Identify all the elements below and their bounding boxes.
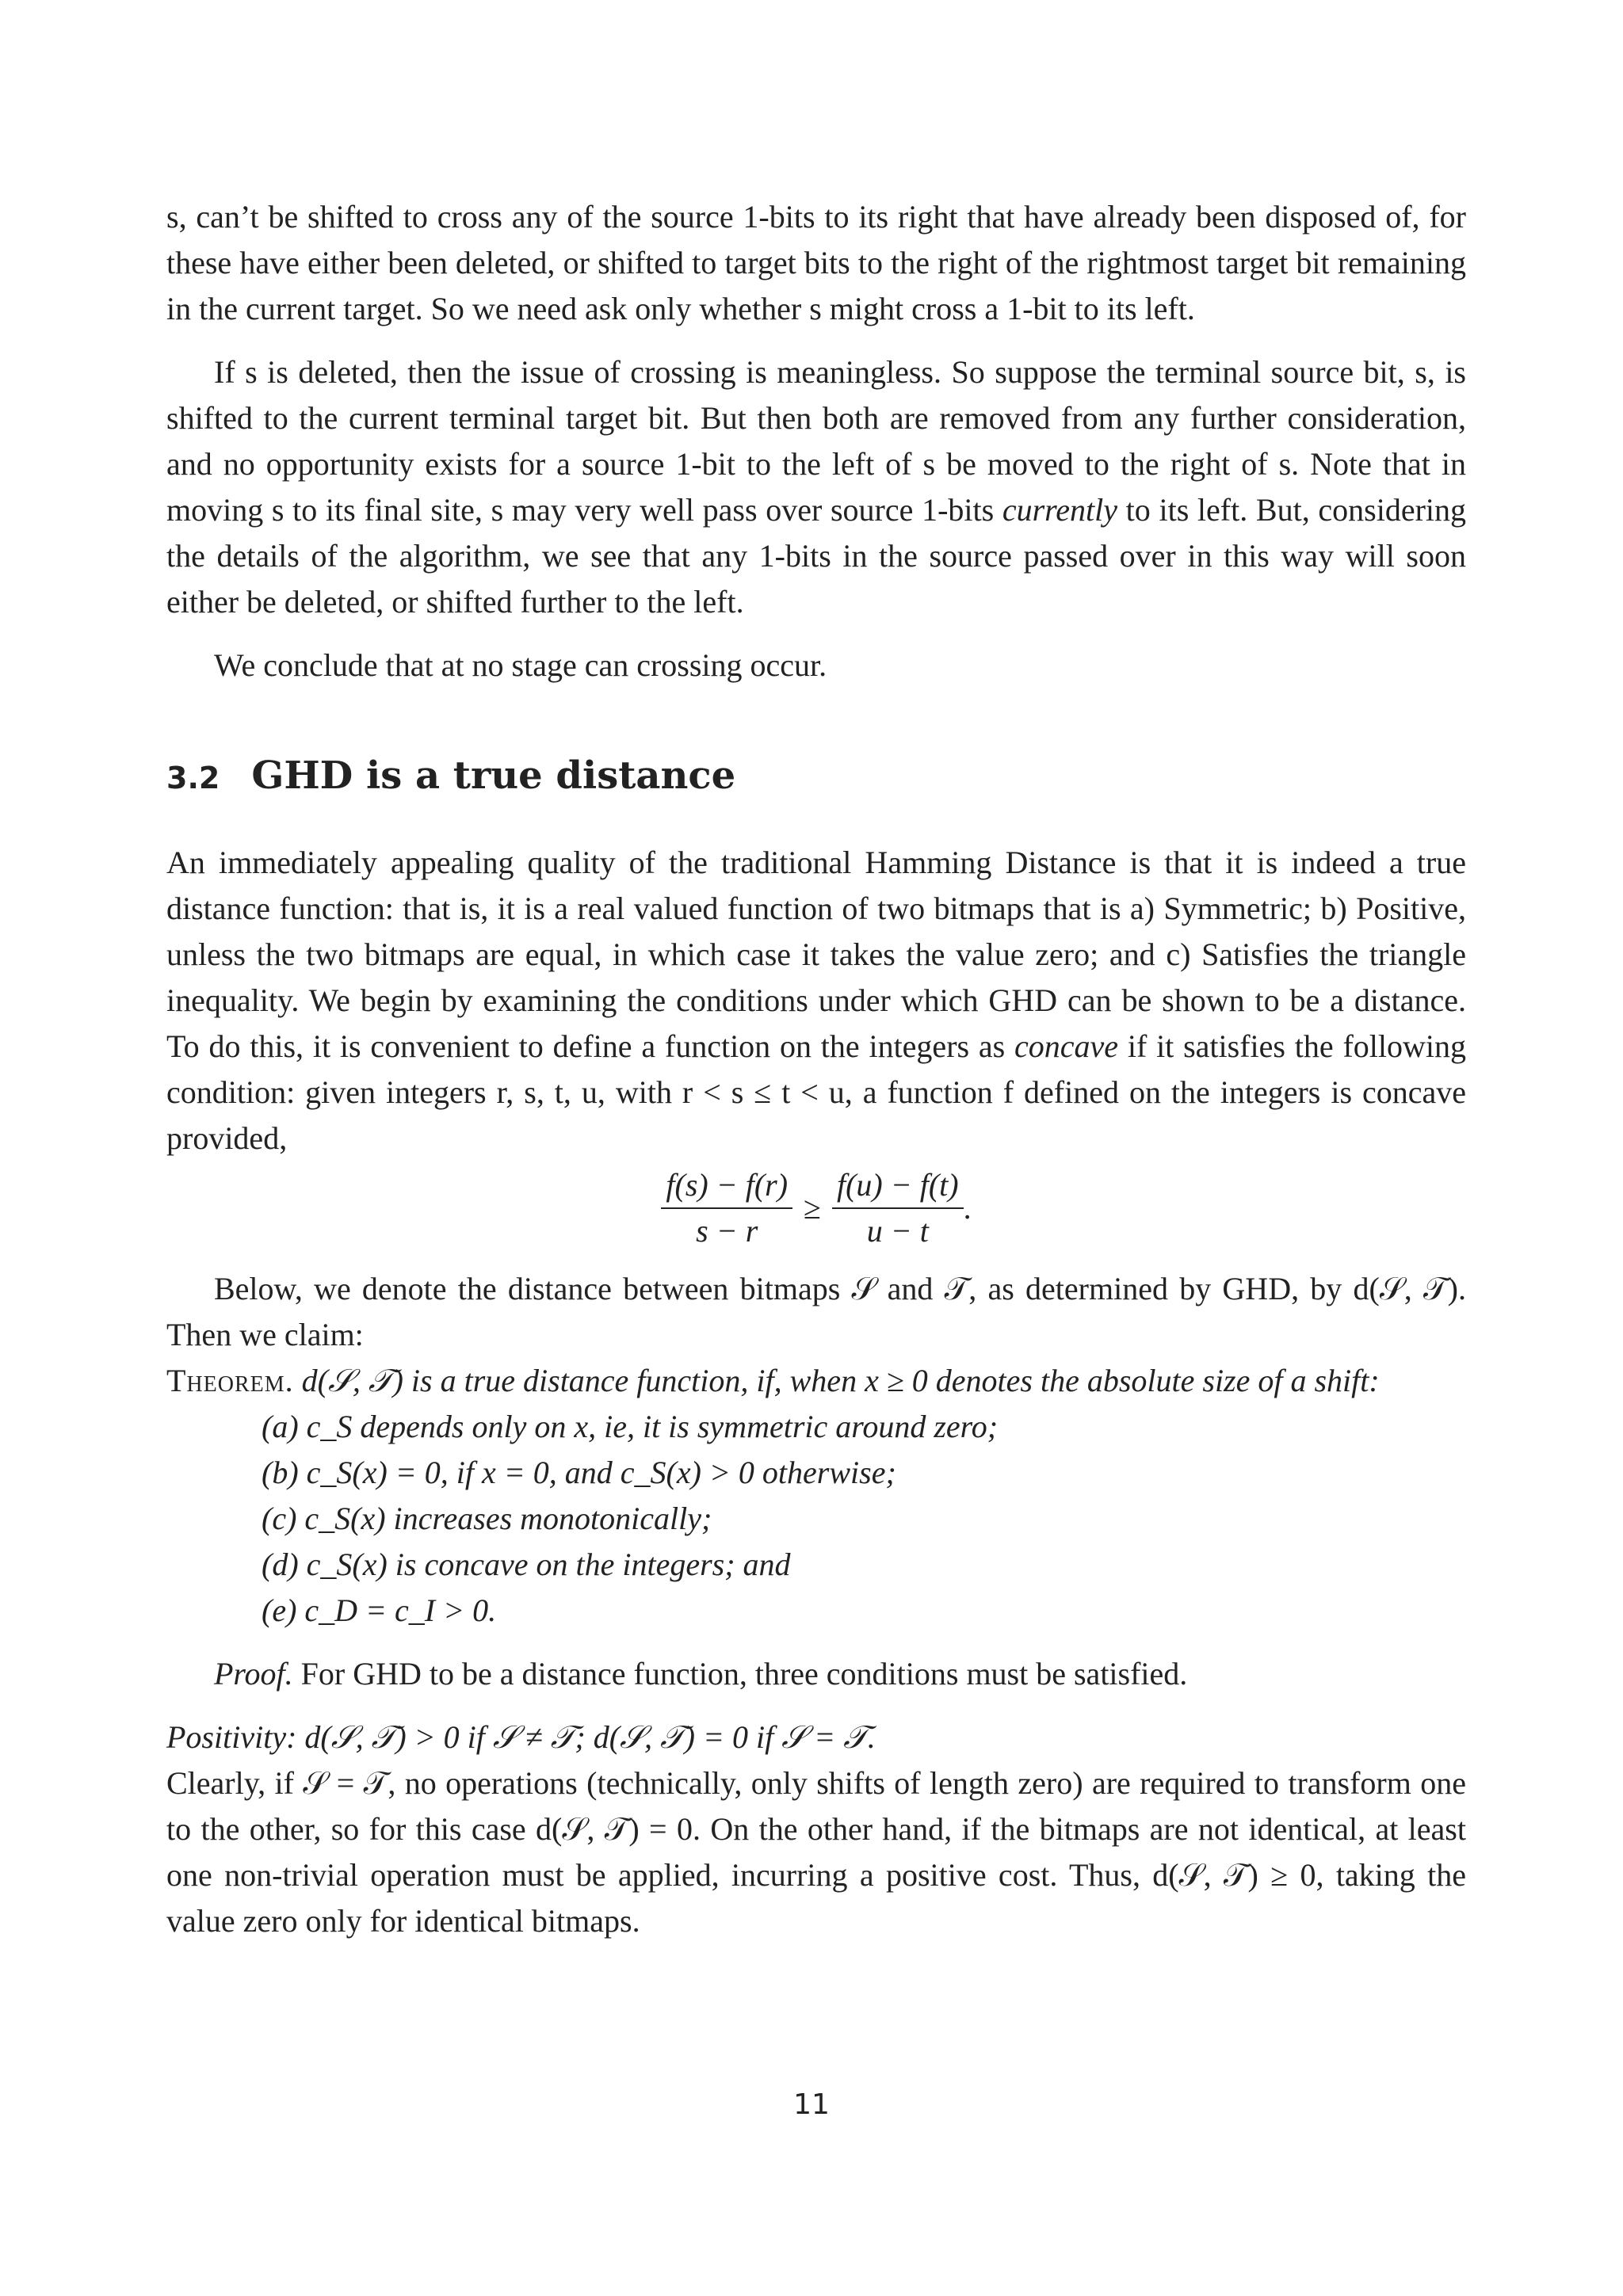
section-number: 3.2: [166, 761, 220, 795]
positivity-paragraph: Clearly, if 𝒮 = 𝒯, no operations (technically, only shifts of length zero) are required to transform one to the other, so for this case d(𝒮, 𝒯) = 0. On the other hand, if the bitmaps are not identical, at least one non-trivial operation must be applied, incurring a positive cost. Thus, d(𝒮, 𝒯) ≥ 0, taking the value zero only for identical bitmaps.: [166, 1765, 1466, 1939]
fraction-denominator: u − t: [866, 1213, 929, 1249]
theorem-statement: [166, 1358, 1466, 1404]
paragraph-text: An immediately appealing quality of the traditional Hamming Distance is that it is indeed a true distance function: that is, it is a real valued function of two bitmaps that is a) Symmetric; b) Positive, unless the two bitmaps are equal, in which case it takes the value zero; and c) Satisfies the triangle inequality. We begin by examining the conditions under which GHD can be shown to be a distance. To do this, it is convenient to define a function on the integers as: [166, 845, 1466, 1064]
theorem-condition-e: (e) c_D = c_I > 0.: [262, 1592, 497, 1628]
theorem-text: d(𝒮, 𝒯) is a true distance function, if, when x ≥ 0 denotes the absolute size of a shift:: [293, 1363, 1380, 1398]
positivity-heading: Positivity: d(𝒮, 𝒯) > 0 if 𝒮 ≠ 𝒯; d(𝒮, 𝒯) = 0 if 𝒮 = 𝒯.: [166, 1719, 876, 1755]
fraction-numerator: f(s) − f(r): [661, 1165, 792, 1209]
emphasis-text: concave: [1014, 1028, 1119, 1064]
proof-text: For GHD to be a distance function, three conditions must be satisfied.: [292, 1656, 1188, 1691]
page-number: 11: [793, 2088, 830, 2121]
equation-left-fraction: [661, 1165, 792, 1252]
paragraph-text: If s is deleted, then the issue of crossing is meaningless. So suppose the terminal source bit, s, is shifted to the current terminal target bit. But then both are removed from any further consideration, and no opportunity exists for a source 1-bit to the left of s be moved to the right of s. Note that in moving s to its final site, s may very well pass over source 1-bits: [166, 354, 1466, 528]
paragraph-distance-notation: Below, we denote the distance between bitmaps 𝒮 and 𝒯, as determined by GHD, by d(𝒮, 𝒯). Then we claim:: [166, 1271, 1466, 1352]
theorem-condition-b: (b) c_S(x) = 0, if x = 0, and c_S(x) > 0 otherwise;: [262, 1455, 896, 1490]
theorem-condition-d: (d) c_S(x) is concave on the integers; and: [262, 1547, 791, 1582]
paragraph-text: to its left. But, considering the details of the algorithm, we see that any 1-bits in the source passed over in this way will soon either be deleted, or shifted further to the left.: [166, 492, 1467, 620]
emphasis-text: currently: [1002, 492, 1117, 528]
theorem-condition-a: (a) c_S depends only on x, ie, it is symmetric around zero;: [262, 1409, 999, 1444]
paragraph-crossing-left: [166, 349, 1466, 625]
theorem-condition-c: (c) c_S(x) increases monotonically;: [262, 1501, 712, 1536]
equation-period: .: [963, 1190, 972, 1226]
paragraph-crossing-right: s, can’t be shifted to cross any of the source 1-bits to its right that have already been disposed of, for these have either been deleted, or shifted to target bits to the right of the rightmost target bit remaining in the current target. So we need ask only whether s might cross a 1-bit to its left.: [166, 199, 1466, 326]
proof-label: Proof.: [214, 1656, 293, 1691]
fraction-numerator: f(u) − f(t): [832, 1165, 964, 1209]
paragraph-concave-definition: [166, 840, 1466, 1161]
equation-right-fraction: [832, 1165, 964, 1252]
equation-relation: ≥: [804, 1190, 821, 1226]
paragraph-text: if it satisfies the following condition: given integers r, s, t, u, with r < s ≤ t < u, a function f defined on the integers is concave provided,: [166, 1028, 1466, 1156]
paper-page: [166, 194, 1466, 1944]
concavity-equation: [166, 1165, 1466, 1252]
fraction-denominator: s − r: [696, 1213, 758, 1249]
proof-intro: [166, 1651, 1466, 1697]
section-heading: [166, 752, 1466, 802]
paragraph-conclusion: We conclude that at no stage can crossing occur.: [214, 647, 827, 683]
section-title: GHD is a true distance: [251, 753, 736, 798]
theorem-label: Theorem.: [166, 1363, 294, 1398]
theorem-conditions: [166, 1404, 1466, 1634]
